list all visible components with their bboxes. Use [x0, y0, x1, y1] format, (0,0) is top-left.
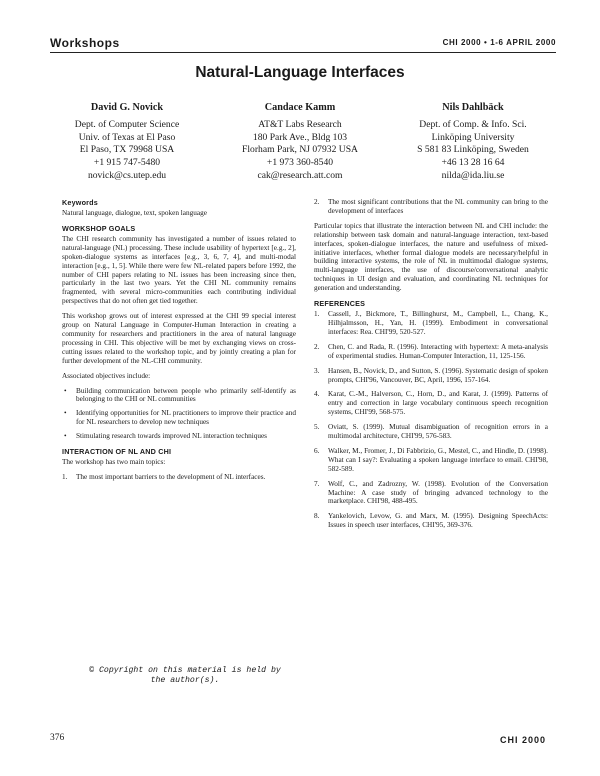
author-affil-line: Florham Park, NJ 07932 USA [242, 144, 358, 156]
reference-item [314, 512, 548, 530]
page-number: 376 [50, 733, 65, 743]
author-phone: +46 13 28 16 64 [441, 157, 505, 169]
author-email: novick@cs.utep.edu [87, 169, 167, 181]
left-column [62, 198, 296, 488]
author-name: David G. Novick [90, 102, 164, 113]
author-email: cak@research.att.com [257, 169, 343, 181]
author-name: Nils Dahlbäck [442, 102, 504, 113]
ref-number: 3. [314, 366, 320, 375]
reference-item [314, 310, 548, 337]
author-affil-line: Dept. of Comp. & Info. Sci. [419, 118, 527, 130]
author-affil-line: Dept. of Computer Science [74, 118, 180, 130]
list-item [62, 473, 296, 482]
objectives-list [62, 387, 296, 442]
goals-paragraph: The CHI research community has investigated a number of issues related to natural-language (NL) processing. These include usability of hypertext [e.g., 2], spoken-dialogue systems as interfaces [e.g., 3, 6, 7, 4], and multi-modal interaction [e.g., 1, 5]. While there were few NL-related papers before 1992, the number of CHI papers relating to NL issues has been increasing since then, particularly in the last two years. Yet the CHI NL community remains fragmented, with several micro-communities each contributing individual perspectives that do not often get tied together. [62, 234, 296, 306]
topics-paragraph: Particular topics that illustrate the interaction between NL and CHI include: the relationship between task domain and natural-language interaction, text-based interfaces, spoken-dialogue interfaces, the nature and usefulness of mixed-initiative interfaces, whether formal dialogue models are necessary/helpful in building interactive systems, the role of NL in multimodal dialogue systems, multi-language interfaces, the use of discourse/conversational analytic techniques in UI design and evaluation, and coordinating NL techniques for generation and understanding. [314, 221, 548, 293]
author-block [215, 102, 385, 183]
keywords-heading: Keywords [62, 198, 98, 207]
reference-item [314, 367, 548, 385]
list-item: • Building communication between people who primarily self-identify as belonging to the CHI or NL communities [62, 387, 296, 405]
author-block [42, 102, 212, 183]
references-heading: REFERENCES [314, 299, 366, 309]
ref-text: Yankelovich, Levow, G. and Marx, M. (1995). Designing SpeechActs: Issues in speech user interfaces, CHI'95, 369-376. [328, 512, 548, 530]
reference-item [314, 343, 548, 361]
ref-number: 6. [314, 446, 320, 455]
author-phone: +1 915 747-5480 [93, 157, 161, 169]
topics-list-continued [314, 198, 548, 216]
author-block [388, 102, 558, 183]
topics-list [62, 473, 296, 482]
reference-item [314, 423, 548, 441]
item-text: The most important barriers to the development of NL interfaces. [76, 472, 266, 481]
item-number: 2. [314, 198, 320, 206]
workshop-goals-heading: WORKSHOP GOALS [62, 223, 136, 233]
reference-item [314, 390, 548, 417]
list-item [314, 198, 548, 216]
keywords-text: Natural language, dialogue, text, spoken language [62, 209, 207, 217]
author-affil-line: El Paso, TX 79968 USA [79, 144, 175, 156]
list-item: • Stimulating research towards improved NL interaction techniques [62, 432, 296, 441]
ref-text: Karat, C.-M., Halverson, C., Horn, D., and Karat, J. (1999). Patterns of entry and correction in large vocabulary continuous speech recognition systems, CHI'99, 568-575. [328, 390, 548, 417]
ref-text: Cassell, J., Bickmore, T., Billinghurst, M., Campbell, L., Chang, K., Hilhjalmsson, H., Yan, H. (1999). Embodiment in conversational interfaces: Rea. CHI'99, 520-527. [328, 310, 548, 336]
author-affil-line: S 581 83 Linköping, Sweden [417, 144, 529, 156]
interaction-heading: INTERACTION OF NL AND CHI [62, 447, 172, 457]
reference-item [314, 447, 548, 474]
item-number: 1. [62, 472, 68, 481]
footer-brand: CHI 2000 [500, 735, 547, 745]
author-phone: +1 973 360-8540 [266, 157, 334, 169]
author-affil-line: Linköping University [431, 131, 515, 143]
ref-number: 7. [314, 479, 320, 488]
goals-paragraph: This workshop grows out of interest expressed at the CHI 99 special interest group on Natural Language in Computer-Human Interaction in creating a community for researchers and practitioners in the area of natural language processing in CHI. This objective will be met by exchanging views on cross-cutting issues related to the workshop topic, and by jointly creating a plan for further development of the NL-CHI community. [62, 312, 296, 365]
ref-number: 5. [314, 423, 320, 432]
author-email: nilda@ida.liu.se [441, 169, 505, 181]
running-header [50, 38, 556, 53]
interaction-intro: The workshop has two main topics: [62, 458, 166, 467]
ref-text: Hansen, B., Novick, D., and Sutton, S. (1996). Systematic design of spoken prompts, CHI'96, Vancouver, BC, April, 1996, 157-164. [328, 366, 548, 384]
ref-text: Oviatt, S. (1999). Mutual disambiguation of recognition errors in a multimodal architecture, CHI'99, 576-583. [328, 423, 548, 441]
ref-text: Wolf, C., and Zadrozny, W. (1998). Evolution of the Conversation Machine: A case study of bringing advanced technology to the marketplace. CHI'98, 488-495. [328, 479, 548, 506]
author-affil-line: AT&T Labs Research [258, 118, 342, 130]
author-affil-line: Univ. of Texas at El Paso [78, 131, 176, 143]
conference-label: CHI 2000 • 1-6 APRIL 2000 [442, 38, 556, 47]
paper-title: Natural-Language Interfaces [195, 64, 405, 81]
ref-number: 2. [314, 342, 320, 351]
right-column [314, 198, 548, 536]
author-affil-line: 180 Park Ave., Bldg 103 [252, 131, 348, 143]
item-text: The most significant contributions that the NL community can bring to the development of interfaces [328, 198, 548, 215]
copyright-notice: © Copyright on this material is held by the author(s). [89, 666, 281, 685]
list-item: • Identifying opportunities for NL practitioners to improve their practice and for NL researchers to develop new techniques [62, 409, 296, 427]
references-list [314, 310, 548, 530]
reference-item [314, 480, 548, 507]
ref-number: 4. [314, 390, 320, 399]
ref-number: 8. [314, 512, 320, 521]
ref-text: Walker, M., Fromer, J., Di Fabbrizio, G., Mestel, C., and Hindle, D. (1998). What can I say?: Evaluating a spoken language interface to email. CHI'98, 582-589. [328, 446, 548, 473]
ref-text: Chen, C. and Rada, R. (1996). Interacting with hypertext: A meta-analysis of experimental studies. Human-Computer Interaction, 11, 125-156. [328, 342, 548, 360]
author-name: Candace Kamm [264, 102, 336, 113]
ref-number: 1. [314, 310, 320, 319]
section-label: Workshops [50, 36, 120, 50]
objectives-intro: Associated objectives include: [62, 371, 151, 380]
